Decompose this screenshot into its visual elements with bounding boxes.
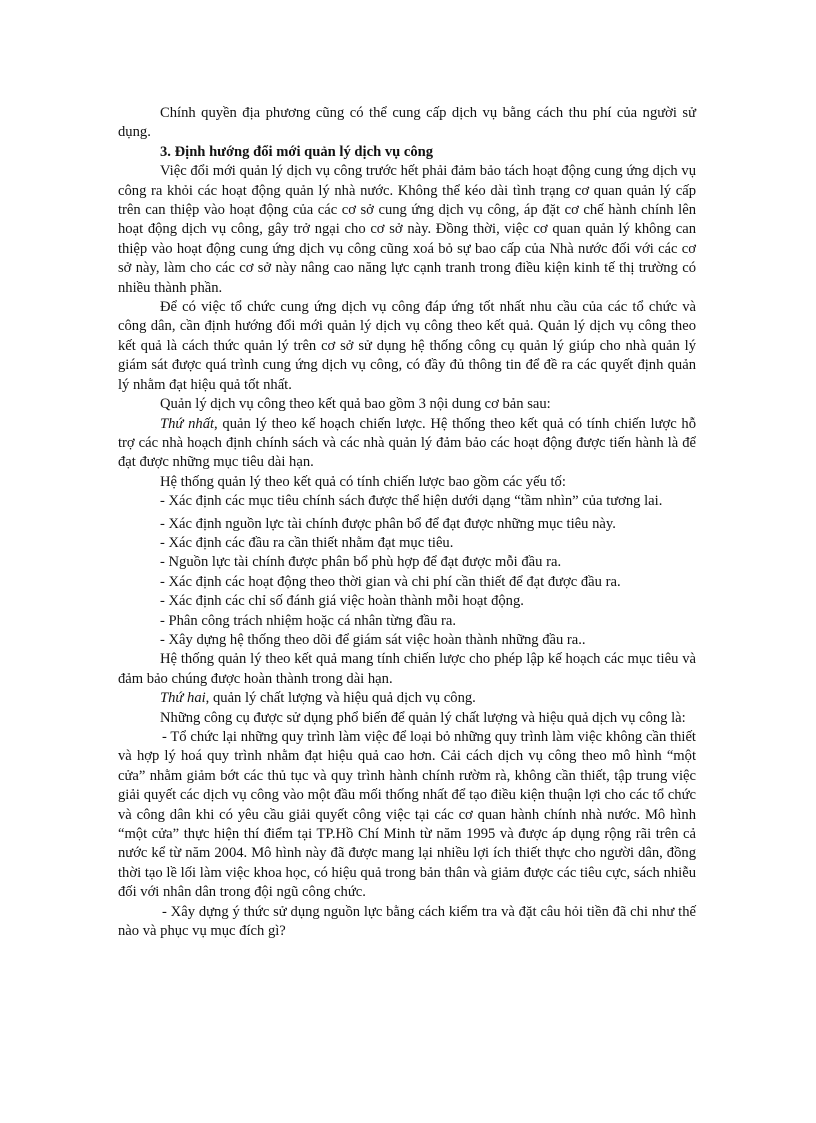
document-page xyxy=(118,0,696,941)
list-item: - Xác định các hoạt động theo thời gian và chi phí cần thiết để đạt được đầu ra. xyxy=(160,573,621,590)
second-body: , quản lý chất lượng và hiệu quả dịch vụ công. xyxy=(205,690,476,707)
paragraph-common-tools: Những công cụ được sử dụng phổ biến để quản lý chất lượng và hiệu quả dịch vụ công là: xyxy=(160,709,686,726)
paragraph-one-stop-shop: - Tổ chức lại những quy trình làm việc để loại bỏ những quy trình làm việc không cần thiết và hợp lý hoá quy trình nhằm đạt hiệu quả cao hơn. Cải cách dịch vụ công theo mô hình “một cửa” nhằm giảm bớt các thủ tục và quy trình hành chính rườm rà, không cần thiết, tập trung việc giải quyết các dịch vụ công vào một đầu mối thống nhất để tạo điều kiện thuận lợi cho các tổ chức và công dân khi có yêu cầu giải quyết công việc tại các cơ quan hành chính nhà nước. Mô hình “một cửa” thực hiện thí điểm tại TP.Hồ Chí Minh từ năm 1995 và được áp dụng rộng rãi trên cả nước kể từ năm 2004. Mô hình này đã được mang lại nhiều lợi ích thiết thực cho người dân, đồng thời tạo lề lối làm việc khoa học, có hiệu quả trong bản thân và giảm được các tiêu cực, sách nhiễu đối với nhân dân trong đội ngũ công chức. xyxy=(118,729,696,901)
paragraph-strategic-long-term: Hệ thống quản lý theo kết quả mang tính chiến lược cho phép lập kế hoạch các mục tiêu và đảm bảo chúng được hoàn thành trong dài hạn. xyxy=(118,651,696,687)
first-lead-word: Thứ nhất xyxy=(160,415,215,432)
list-item: - Xác định các chỉ số đánh giá việc hoàn thành mỗi hoạt động. xyxy=(160,593,524,610)
list-item: - Xác định các mục tiêu chính sách được thể hiện dưới dạng “tầm nhìn” của tương lai. xyxy=(160,493,663,510)
paragraph-separation-of-service: Việc đổi mới quản lý dịch vụ công trước hết phải đảm bảo tách hoạt động cung ứng dịch vụ công ra khỏi các hoạt động quản lý nhà nước. Không thể kéo dài tình trạng cơ quan quản lý cấp trên can thiệp vào hoạt động của các cơ sở cung ứng dịch vụ công, áp đặt cơ chế hành chính lên hoạt động dịch vụ công, gây trở ngại cho cơ sở này. Đồng thời, việc cơ quan quản lý không can thiệp vào hoạt động cung ứng dịch vụ công cũng xoá bỏ sự bao cấp của Nhà nước đối với các cơ sở này, làm cho các cơ sở này nâng cao năng lực cạnh tranh trong điều kiện kinh tế thị trường có nhiều thành phần. xyxy=(118,163,696,296)
paragraph-three-contents: Quản lý dịch vụ công theo kết quả bao gồm 3 nội dung cơ bản sau: xyxy=(160,396,551,413)
list-item: - Nguồn lực tài chính được phân bổ phù hợp để đạt được mỗi đầu ra. xyxy=(160,554,562,571)
paragraph-resource-awareness: - Xây dựng ý thức sử dụng nguồn lực bằng cách kiểm tra và đặt câu hỏi tiền đã chi như thế nào và phục vụ mục đích gì? xyxy=(118,903,696,940)
list-item: - Xác định các đầu ra cần thiết nhằm đạt mục tiêu. xyxy=(160,534,454,551)
list-item: - Xác định nguồn lực tài chính được phân bổ để đạt được những mục tiêu này. xyxy=(160,515,616,532)
first-body: , quản lý theo kế hoạch chiến lược. Hệ thống theo kết quả có tính chiến lược hỗ trợ các nhà hoạch định chính sách và các nhà quản lý đảm bảo các hoạt động được tiến hành là để đạt được những mục tiêu dài hạn. xyxy=(118,415,696,471)
paragraph-local-government-fees: Chính quyền địa phương cũng có thể cung cấp dịch vụ bằng cách thu phí của người sử dụng. xyxy=(118,105,696,141)
top-margin xyxy=(118,0,696,104)
paragraph-second-quality xyxy=(118,689,696,708)
second-lead-word: Thứ hai xyxy=(160,690,206,707)
section-heading-3: 3. Định hướng đổi mới quản lý dịch vụ công xyxy=(160,143,434,160)
list-item: - Xây dựng hệ thống theo dõi để giám sát việc hoàn thành những đầu ra.. xyxy=(160,631,586,648)
paragraph-system-elements: Hệ thống quản lý theo kết quả có tính chiến lược bao gồm các yếu tố: xyxy=(160,473,566,490)
paragraph-first-strategic-plan xyxy=(118,415,696,473)
paragraph-results-based-management: Để có việc tổ chức cung ứng dịch vụ công đáp ứng tốt nhất nhu cầu của các tổ chức và công dân, cần định hướng đổi mới quản lý dịch vụ công theo kết quả. Quản lý dịch vụ công theo kết quả là cách thức quản lý trên cơ sở sử dụng hệ thống công cụ quản lý giúp cho nhà quản lý giám sát được quá trình cung ứng dịch vụ công, có đầy đủ thông tin để đề ra các quyết định quản lý nhằm đạt hiệu quả tốt nhất. xyxy=(118,299,696,393)
list-item: - Phân công trách nhiệm hoặc cá nhân từng đầu ra. xyxy=(160,612,457,629)
